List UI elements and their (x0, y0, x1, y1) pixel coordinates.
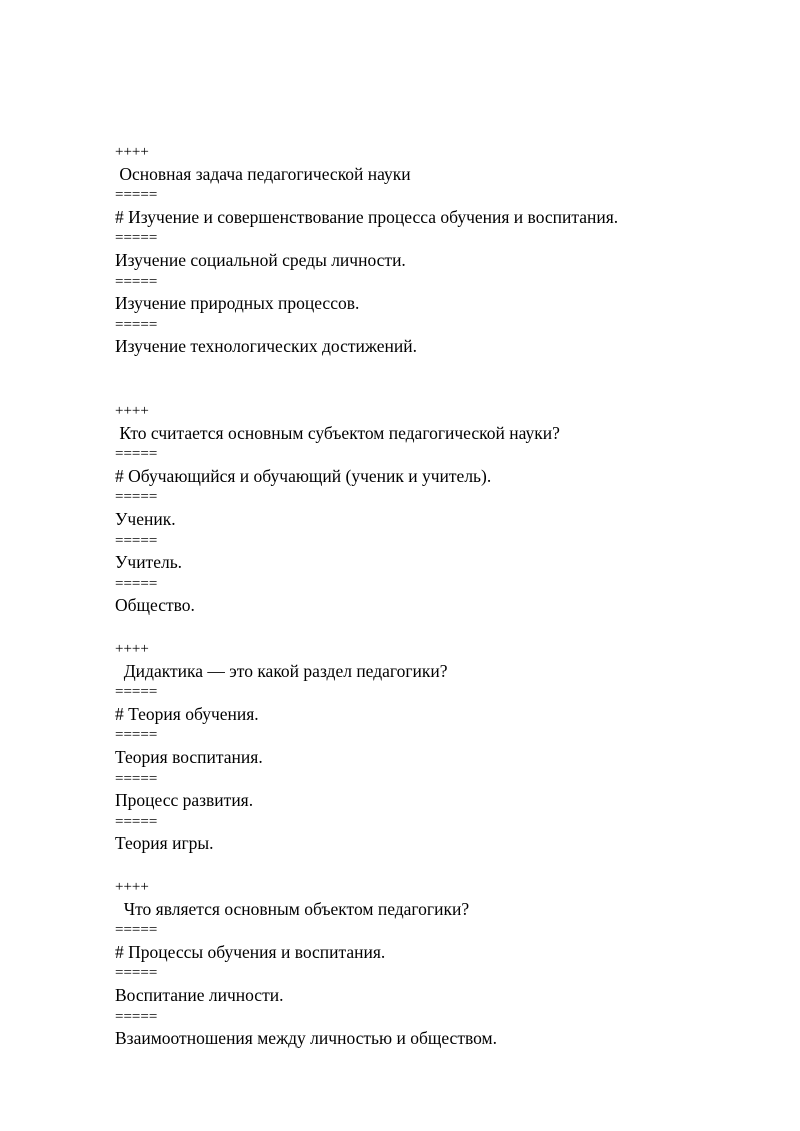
answer-correct: # Процессы обучения и воспитания. (115, 941, 386, 962)
answer-separator: ===== (115, 446, 158, 463)
answer-option: Процесс развития. (115, 790, 254, 811)
question-block (115, 877, 755, 1050)
question-text: Что является основным объектом педагогики? (115, 898, 470, 919)
question-marker: ++++ (115, 403, 149, 419)
question-text: Кто считается основным субъектом педагогической науки? (115, 422, 560, 443)
question-marker: ++++ (115, 641, 149, 657)
answer-separator: ===== (115, 922, 158, 939)
answer-option: Изучение технологических достижений. (115, 336, 417, 357)
answer-separator: ===== (115, 1008, 158, 1025)
answer-option: Изучение социальной среды личности. (115, 249, 406, 270)
answer-separator: ===== (115, 575, 158, 592)
answer-separator: ===== (115, 532, 158, 549)
answer-separator: ===== (115, 230, 158, 247)
question-marker: ++++ (115, 879, 149, 895)
answer-separator: ===== (115, 187, 158, 204)
question-text: Дидактика — это какой раздел педагогики? (115, 660, 448, 681)
answer-option: Изучение природных процессов. (115, 293, 360, 314)
answer-option: Общество. (115, 595, 195, 616)
answer-option: Теория воспитания. (115, 746, 263, 767)
answer-option: Теория игры. (115, 833, 214, 854)
question-block (115, 142, 755, 358)
answer-separator: ===== (115, 316, 158, 333)
question-block (115, 401, 755, 617)
answer-separator: ===== (115, 727, 158, 744)
question-marker: ++++ (115, 144, 149, 160)
answer-separator: ===== (115, 273, 158, 290)
answer-correct: # Изучение и совершенствование процесса обучения и воспитания. (115, 206, 619, 227)
question-block (115, 639, 755, 855)
answer-separator: ===== (115, 770, 158, 787)
answer-option: Учитель. (115, 552, 183, 573)
answer-separator: ===== (115, 965, 158, 982)
answer-separator: ===== (115, 489, 158, 506)
answer-separator: ===== (115, 813, 158, 830)
answer-option: Ученик. (115, 508, 176, 529)
answer-correct: # Обучающийся и обучающий (ученик и учитель). (115, 465, 492, 486)
answer-option: Воспитание личности. (115, 984, 284, 1005)
answer-option: Взаимоотношения между личностью и обществом. (115, 1028, 497, 1049)
answer-correct: # Теория обучения. (115, 703, 259, 724)
question-text: Основная задача педагогической науки (115, 163, 411, 184)
answer-separator: ===== (115, 684, 158, 701)
